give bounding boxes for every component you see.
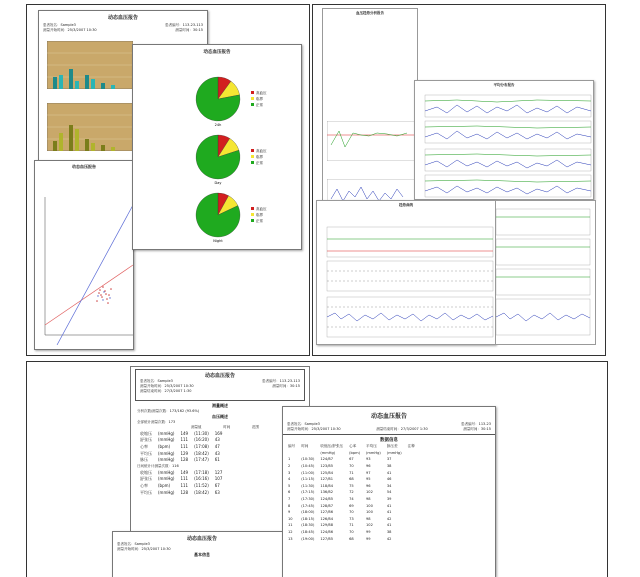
legend-label: 临界 [256,155,263,159]
second-report-title: 动态血压报告 [186,536,217,542]
summary-patient-id: 患者编号：113-23-113 [262,379,300,383]
stats-a-row: 心率 (bpm) 111 (17:08) 47 [140,443,220,449]
legend-label: 临界 [256,97,263,101]
table-row: 3 (11:00) 125/84 71 97 41 [288,470,392,475]
summary-patient: 患者姓名：Sample3 [140,379,173,383]
pie-chart-1 [133,129,302,185]
second-report-section: 基本信息 [194,552,210,557]
legend-swatch [251,91,254,94]
table-row: 11 (18:30) 129/88 71 102 41 [288,523,392,528]
stats-b-row: 心率 (bpm) 111 (11:52) 67 [140,482,220,488]
summary-start: 测量开始时间：25/3/2007 10:30 [140,384,194,388]
second-report-start: 测量开始时间：25/3/2007 10:30 [117,547,171,551]
table-row: 5 (11:30) 118/84 75 96 34 [288,483,392,488]
data-unit-row: (mmHg) (bpm) (mmHg) (mmHg) [320,450,402,455]
col-head-0: 测量值 [191,425,202,429]
data-report-start: 测量开始时间：25/3/2007 10:30 [287,427,341,431]
stats-a-row: 平均压 (mmHg) 129 (18:42) 43 [140,450,220,456]
table-row: 4 (11:15) 127/81 68 95 46 [288,477,392,482]
bar-report-patient: 患者姓名：Sample3 [43,23,76,27]
table-row: 7 (17:30) 124/85 74 98 39 [288,497,392,502]
scatter-plot [37,195,133,345]
legend-label: 高血压 [256,207,267,211]
legend-swatch [251,103,254,106]
stats-a-row: 脉压 (mmHg) 128 (17:47) 61 [140,457,220,463]
legend-swatch [251,155,254,158]
pie-label: 24h [214,123,222,127]
legend-label: 临界 [256,213,263,217]
trend-curve-page [316,200,496,345]
table-row: 10 (18:15) 126/84 73 98 42 [288,516,392,521]
overview-title: 测量概述 [212,403,228,408]
table-row: 1 (10:30) 124/87 67 93 37 [288,457,392,462]
table-row: 13 (19:00) 127/85 68 99 42 [288,536,392,541]
trend-curve-charts [319,211,495,343]
stats-a-row: 舒张压 (mmHg) 111 (16:20) 43 [140,437,220,443]
table-row: 8 (17:45) 128/87 69 100 41 [288,503,392,508]
second-report-patient: 患者姓名：Sample3 [117,542,150,546]
scatter-report-title: 动态血压报告 [72,164,96,169]
col-head-1: 时间 [223,425,231,429]
legend-label: 高血压 [256,149,267,153]
bar-report-duration: 测量时间：30:15 [175,28,203,32]
legend-label: 正常 [256,161,263,165]
legend-swatch [251,149,254,152]
avg-dist-page [414,80,594,200]
legend-label: 正常 [256,103,263,107]
bar-report-title: 动态血压报告 [107,15,138,21]
legend-swatch [251,219,254,222]
summary-duration: 测量时间：30:15 [272,384,300,388]
legend-swatch [251,207,254,210]
table-row: 2 (10:45) 123/85 70 96 38 [288,464,392,469]
day-stats-label: 日间统计计测量次数：116 [137,463,179,468]
legend-swatch [251,161,254,164]
pie-chart-0 [133,71,302,127]
legend-label: 高血压 [256,91,267,95]
data-report-end: 测量结束时间：27/3/2007 1:30 [376,427,428,431]
bp-overview-title: 血压概述 [212,414,228,419]
table-row: 12 (18:45) 124/86 70 99 38 [288,530,392,535]
pie-label: Night [213,239,223,243]
overview-effective: 分析次数/测量次数：173/162 (93.6%) [137,409,200,413]
data-report-patient-id: 患者编号：113-23 [461,422,491,426]
bar-report-start: 测量开始时间：25/3/2007 10:30 [43,28,97,32]
data-report-page [282,406,496,577]
pie-label: Day [214,181,222,185]
table-row: 6 (17:15) 136/82 72 102 54 [288,490,392,495]
summary-title: 动态血压报告 [204,373,235,379]
avg-dist-title: 平均分布报告 [493,83,515,87]
data-table [285,443,418,542]
bar-report-id: 患者编号：113-23-113 [165,23,203,27]
data-report-title: 动态血压报告 [370,413,407,420]
legend-swatch [251,213,254,216]
trend-right-page [496,200,596,345]
pie-report-page [132,44,302,250]
trend-right-charts [496,205,594,345]
trend-mini-chart [327,121,415,161]
stats-b-row: 收缩压 (mmHg) 149 (17:18) 127 [140,469,223,475]
second-report-page [112,531,292,577]
table-row: 9 (18:00) 127/86 70 100 41 [288,510,392,515]
data-report-duration: 测量时间：30:15 [463,427,491,431]
col-head-2: 范围 [252,425,259,429]
stats-b-row: 舒张压 (mmHg) 111 (16:16) 107 [140,476,223,482]
trend-curve-title: 趋势曲线 [399,203,413,207]
data-head-row: 编号 时间 收缩压/舒张压 心率 平均压 脉压差 注释 [288,443,415,448]
bar-chart-2 [47,103,133,151]
stats-table-a [137,430,225,463]
data-report-section: 数据信息 [283,434,495,443]
pie-chart-2 [133,187,302,243]
scatter-report-page [34,160,134,350]
bar-chart-1 [47,41,133,89]
avg-dist-charts [417,91,593,200]
legend-label: 正常 [256,219,263,223]
stats-table-b [137,469,225,495]
stats-a-row: 收缩压 (mmHg) 149 (11:30) 169 [140,430,223,436]
data-report-patient: 患者姓名：Sample3 [287,422,320,426]
legend-swatch [251,97,254,100]
pie-report-title: 动态血压报告 [203,50,231,55]
trend-report-title: 血压趋势分析报告 [356,11,384,15]
stats-b-row: 平均压 (mmHg) 128 (18:42) 63 [140,489,220,495]
summary-end: 测量结束时间：27/3/2007 1:30 [140,389,192,393]
all-stats-label: 全部统计测量次数：173 [137,420,176,424]
